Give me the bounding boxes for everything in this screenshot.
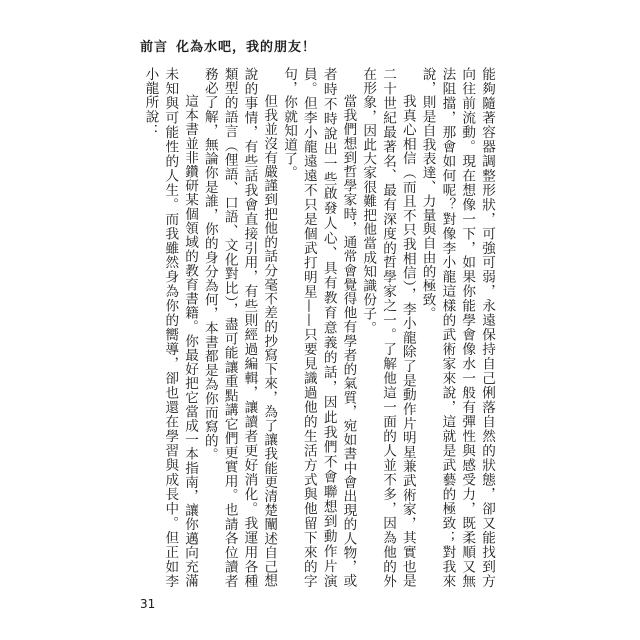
running-header <box>140 36 316 55</box>
paragraph-2: 我真心相信（而且不只我相信），李小龍除了是動作片明星兼武術家，其實也是二十世紀最著名、最有深度的哲學家之一。了解他這一面的人並不多，因為他的外在形象，因此大家很難把他當成知識份子。 <box>360 67 416 588</box>
chapter-title: 化為水吧，我的朋友！ <box>176 40 317 55</box>
page-number: 31 <box>140 597 156 611</box>
chapter-label: 前言 <box>140 40 169 55</box>
vertical-body-text <box>142 67 496 588</box>
paragraph-5: 這本書並非鑽研某個領域的教育書籍。你最好把它當成一本指南，讓你邁向充滿未知與可能性的人生。而我雖然身為你的嚮導，卻也還在學習與成長中。但正如李小龍所說： <box>142 67 199 588</box>
paragraph-4: 但我並沒有嚴謹到把他的話分毫不差的抄寫下來，為了讓我能更清楚闡述自己想說的事情，有些話我會直接引用，有些則經過編輯，讓讀者更好消化。我運用各種類型的語言（俚語、口語、文化對比），盡可能讓重點講它們更實用。也請各位讀者務必了解，無論你是誰，你的身分為何，本書都是為你而寫的。 <box>201 67 278 588</box>
paragraph-1: 能夠隨著容器調整形狀，可強可弱，永遠保持自己俐落自然的狀態，卻又能找到方向往前流動。現在想像一下，如果你能學會像水一般有彈性與感受力，既柔順又無法阻擋，那會如何呢？對像李小龍這樣的武術家來說，這就是武藝的極致；對我來說，則是自我表達、力量與自由的極致。 <box>419 67 495 588</box>
paragraph-3: 當我們想到哲學家時，通常會覺得他有學者的氣質，宛如書中會出現的人物，或者時不時說出一些啟發人心、具有教育意義的話，因此我們不會聯想到動作片演員。但李小龍遠遠不只是個武打明星——只要見識過他的生活方式與他留下來的字句，你就知道了。 <box>281 67 357 588</box>
